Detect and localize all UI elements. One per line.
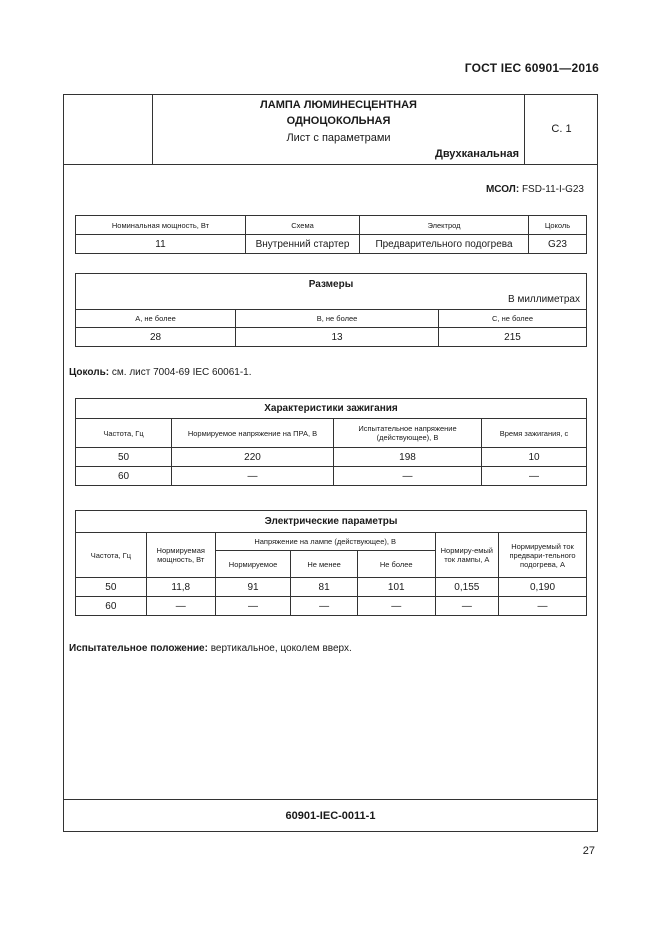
header-sheet-number: С. 1 xyxy=(524,94,598,165)
dimensions-cell: 215 xyxy=(439,328,587,347)
ignition-header: Частота, Гц xyxy=(76,419,172,448)
electrical-cell: 60 xyxy=(76,597,147,616)
dimensions-cell: 13 xyxy=(236,328,439,347)
header-title-line1: ЛАМПА ЛЮМИНЕСЦЕНТНАЯ xyxy=(260,99,417,111)
electrical-cell: 11,8 xyxy=(146,578,215,597)
page-number: 27 xyxy=(582,845,595,857)
base-note-text: см. лист 7004-69 IEC 60061-1. xyxy=(111,367,252,378)
ignition-cell: 10 xyxy=(482,448,587,467)
electrical-cell: 101 xyxy=(357,578,435,597)
electrical-cell: — xyxy=(357,597,435,616)
electrical-table xyxy=(75,510,587,616)
msol-value: FSD-11-I-G23 xyxy=(521,184,584,195)
electrical-cell: — xyxy=(499,597,587,616)
ignition-cell: — xyxy=(482,467,587,486)
electrical-cell: — xyxy=(215,597,291,616)
dimensions-header: A, не более xyxy=(76,310,236,328)
electrical-cell: — xyxy=(291,597,358,616)
electrical-cell: 50 xyxy=(76,578,147,597)
lamp-basic-table xyxy=(75,215,587,254)
ignition-cell: 60 xyxy=(76,467,172,486)
header-title-cell xyxy=(152,94,525,165)
ignition-header: Время зажигания, с xyxy=(482,419,587,448)
ignition-table xyxy=(75,398,587,486)
ignition-header: Нормируемое напряжение на ПРА, В xyxy=(172,419,334,448)
table1-header: Электрод xyxy=(360,216,529,235)
electrical-title: Электрические параметры xyxy=(76,511,587,533)
dimensions-title: Размеры xyxy=(308,279,354,290)
table1-cell: 11 xyxy=(76,235,246,254)
electrical-cell: 0,190 xyxy=(499,578,587,597)
header-subtitle: Лист с параметрами xyxy=(286,132,391,144)
dimensions-header: C, не более xyxy=(439,310,587,328)
electrical-cell: — xyxy=(435,597,498,616)
footer-code: 60901-IEC-0011-1 xyxy=(285,810,376,822)
electrical-cell: 0,155 xyxy=(435,578,498,597)
ignition-header: Испытательное напряжение (действующее), В xyxy=(334,419,482,448)
dimensions-table xyxy=(75,273,587,347)
table1-header: Номинальная мощность, Вт xyxy=(76,216,246,235)
table1-cell: G23 xyxy=(529,235,587,254)
electrical-header-v-max: Не более xyxy=(357,551,435,578)
ignition-cell: — xyxy=(172,467,334,486)
table1-header: Схема xyxy=(246,216,360,235)
electrical-header-frequency: Частота, Гц xyxy=(76,533,147,578)
msol-designation xyxy=(486,184,584,195)
electrical-header-preheat: Нормируемый ток предвари-тельного подогрева, А xyxy=(499,533,587,578)
ignition-cell: — xyxy=(334,467,482,486)
base-note-label: Цоколь: xyxy=(69,367,110,378)
dimensions-title-cell xyxy=(76,274,587,310)
electrical-cell: — xyxy=(146,597,215,616)
electrical-cell: 91 xyxy=(215,578,291,597)
dimensions-unit: В миллиметрах xyxy=(508,294,580,305)
electrical-header-power: Нормируемая мощность, Вт xyxy=(146,533,215,578)
table1-header: Цоколь xyxy=(529,216,587,235)
test-position-note xyxy=(69,643,352,654)
header-type: Двухканальная xyxy=(434,148,519,160)
test-position-text: вертикальное, цоколем вверх. xyxy=(210,643,352,654)
base-note xyxy=(69,367,252,378)
standard-number: ГОСТ IEC 60901—2016 xyxy=(464,61,599,75)
test-position-label: Испытательное положение: xyxy=(69,643,208,654)
electrical-header-voltage: Напряжение на лампе (действующее), В xyxy=(215,533,435,551)
msol-label: МСОЛ: xyxy=(485,184,520,195)
table1-cell: Внутренний стартер xyxy=(246,235,360,254)
dimensions-cell: 28 xyxy=(76,328,236,347)
ignition-cell: 198 xyxy=(334,448,482,467)
table1-cell: Предварительного подогрева xyxy=(360,235,529,254)
electrical-cell: 81 xyxy=(291,578,358,597)
electrical-header-v-min: Не менее xyxy=(291,551,358,578)
ignition-cell: 220 xyxy=(172,448,334,467)
dimensions-header: B, не более xyxy=(236,310,439,328)
ignition-cell: 50 xyxy=(76,448,172,467)
header-left-cell xyxy=(63,94,153,165)
header-title-line2: ОДНОЦОКОЛЬНАЯ xyxy=(286,115,391,127)
electrical-header-current: Нормиру-емый ток лампы, А xyxy=(435,533,498,578)
ignition-title: Характеристики зажигания xyxy=(76,399,587,419)
electrical-header-v-norm: Нормируемое xyxy=(215,551,291,578)
